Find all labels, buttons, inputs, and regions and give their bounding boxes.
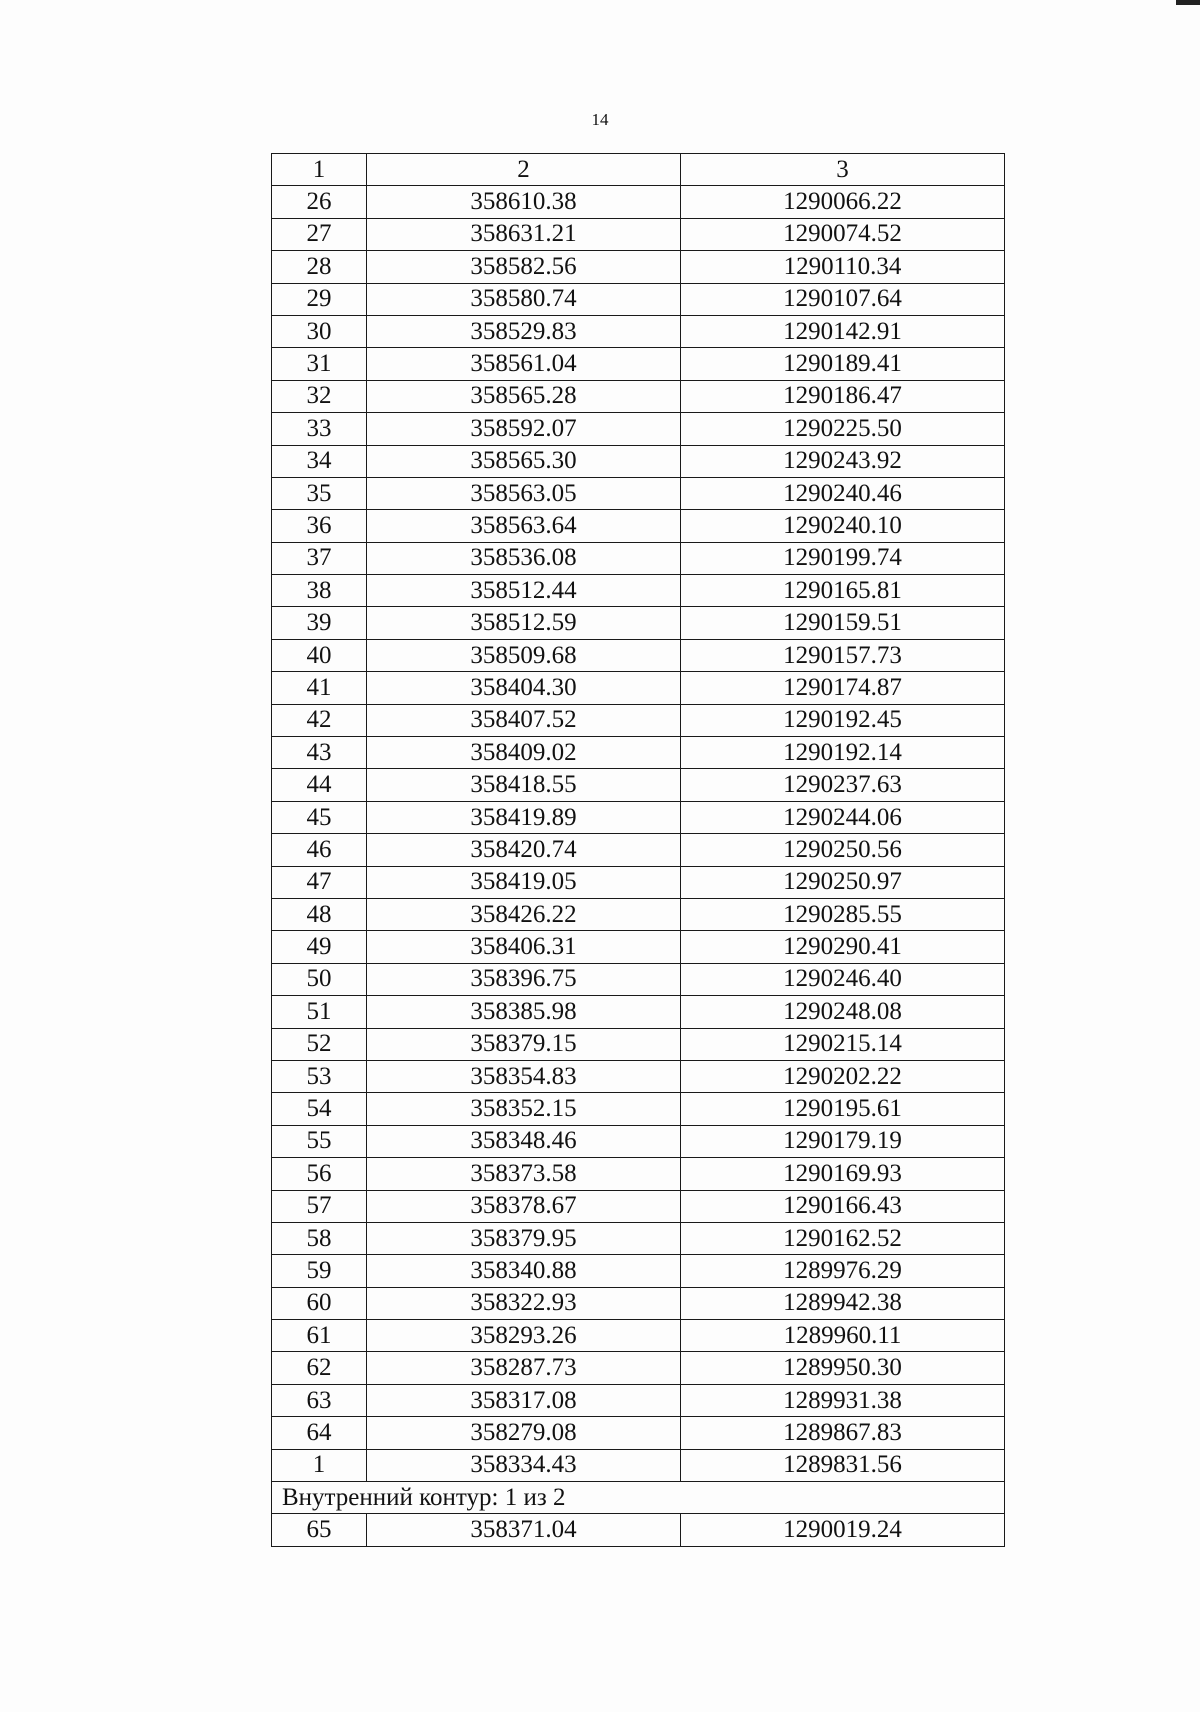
- point-number-cell: 60: [272, 1287, 367, 1319]
- table-row: [272, 769, 1005, 801]
- table-row: [272, 639, 1005, 671]
- y-coordinate-cell: 1290074.52: [681, 218, 1005, 250]
- table-row: [272, 1384, 1005, 1416]
- x-coordinate-cell: 358371.04: [367, 1514, 681, 1546]
- point-number-cell: 56: [272, 1158, 367, 1190]
- table-row: [272, 251, 1005, 283]
- table-row: [272, 801, 1005, 833]
- y-coordinate-cell: 1290019.24: [681, 1514, 1005, 1546]
- table-row: [272, 477, 1005, 509]
- y-coordinate-cell: 1289942.38: [681, 1287, 1005, 1319]
- table-row: [272, 866, 1005, 898]
- point-number-cell: 29: [272, 283, 367, 315]
- point-number-cell: 30: [272, 315, 367, 347]
- point-number-cell: 26: [272, 186, 367, 218]
- table-row: [272, 1287, 1005, 1319]
- y-coordinate-cell: 1290066.22: [681, 186, 1005, 218]
- table-row: [272, 1320, 1005, 1352]
- table-row: [272, 186, 1005, 218]
- point-number-cell: 28: [272, 251, 367, 283]
- table-row: [272, 1028, 1005, 1060]
- table-row: [272, 1060, 1005, 1092]
- table-row: [272, 1514, 1005, 1546]
- point-number-cell: 63: [272, 1384, 367, 1416]
- point-number-cell: 54: [272, 1093, 367, 1125]
- y-coordinate-cell: 1290192.45: [681, 704, 1005, 736]
- table-row: [272, 1125, 1005, 1157]
- y-coordinate-cell: 1290192.14: [681, 737, 1005, 769]
- x-coordinate-cell: 358396.75: [367, 963, 681, 995]
- point-number-cell: 53: [272, 1060, 367, 1092]
- table-row: [272, 1093, 1005, 1125]
- x-coordinate-cell: 358379.95: [367, 1222, 681, 1254]
- y-coordinate-cell: 1290240.46: [681, 477, 1005, 509]
- x-coordinate-cell: 358418.55: [367, 769, 681, 801]
- y-coordinate-cell: 1290244.06: [681, 801, 1005, 833]
- y-coordinate-cell: 1290202.22: [681, 1060, 1005, 1092]
- point-number-cell: 48: [272, 898, 367, 930]
- point-number-cell: 44: [272, 769, 367, 801]
- point-number-cell: 52: [272, 1028, 367, 1060]
- table-row: [272, 1352, 1005, 1384]
- table-row: [272, 963, 1005, 995]
- scan-edge-mark: [1176, 0, 1200, 5]
- table-row: [272, 575, 1005, 607]
- table-row: [272, 315, 1005, 347]
- table-row: [272, 348, 1005, 380]
- x-coordinate-cell: 358373.58: [367, 1158, 681, 1190]
- header-col-2: 2: [367, 154, 681, 186]
- point-number-cell: 39: [272, 607, 367, 639]
- x-coordinate-cell: 358340.88: [367, 1255, 681, 1287]
- x-coordinate-cell: 358582.56: [367, 251, 681, 283]
- x-coordinate-cell: 358406.31: [367, 931, 681, 963]
- y-coordinate-cell: 1290237.63: [681, 769, 1005, 801]
- table-row: [272, 931, 1005, 963]
- table-row: [272, 283, 1005, 315]
- y-coordinate-cell: 1289831.56: [681, 1449, 1005, 1481]
- x-coordinate-cell: 358279.08: [367, 1417, 681, 1449]
- y-coordinate-cell: 1290243.92: [681, 445, 1005, 477]
- point-number-cell: 33: [272, 413, 367, 445]
- x-coordinate-cell: 358509.68: [367, 639, 681, 671]
- point-number-cell: 65: [272, 1514, 367, 1546]
- point-number-cell: 51: [272, 996, 367, 1028]
- point-number-cell: 62: [272, 1352, 367, 1384]
- y-coordinate-cell: 1289867.83: [681, 1417, 1005, 1449]
- x-coordinate-cell: 358565.30: [367, 445, 681, 477]
- x-coordinate-cell: 358419.89: [367, 801, 681, 833]
- x-coordinate-cell: 358512.59: [367, 607, 681, 639]
- y-coordinate-cell: 1290159.51: [681, 607, 1005, 639]
- table-header-row: [272, 154, 1005, 186]
- x-coordinate-cell: 358378.67: [367, 1190, 681, 1222]
- point-number-cell: 41: [272, 672, 367, 704]
- y-coordinate-cell: 1289950.30: [681, 1352, 1005, 1384]
- x-coordinate-cell: 358529.83: [367, 315, 681, 347]
- table-row: [272, 672, 1005, 704]
- header-col-1: 1: [272, 154, 367, 186]
- point-number-cell: 50: [272, 963, 367, 995]
- table-row: [272, 704, 1005, 736]
- point-number-cell: 34: [272, 445, 367, 477]
- table-row: [272, 380, 1005, 412]
- table-row: [272, 445, 1005, 477]
- x-coordinate-cell: 358512.44: [367, 575, 681, 607]
- x-coordinate-cell: 358563.05: [367, 477, 681, 509]
- y-coordinate-cell: 1290179.19: [681, 1125, 1005, 1157]
- y-coordinate-cell: 1290215.14: [681, 1028, 1005, 1060]
- point-number-cell: 59: [272, 1255, 367, 1287]
- point-number-cell: 45: [272, 801, 367, 833]
- x-coordinate-cell: 358536.08: [367, 542, 681, 574]
- y-coordinate-cell: 1290107.64: [681, 283, 1005, 315]
- y-coordinate-cell: 1290195.61: [681, 1093, 1005, 1125]
- table-row: [272, 607, 1005, 639]
- y-coordinate-cell: 1290285.55: [681, 898, 1005, 930]
- y-coordinate-cell: 1290250.97: [681, 866, 1005, 898]
- table-row: [272, 510, 1005, 542]
- table-row: [272, 898, 1005, 930]
- point-number-cell: 31: [272, 348, 367, 380]
- table-row: [272, 834, 1005, 866]
- x-coordinate-cell: 358334.43: [367, 1449, 681, 1481]
- y-coordinate-cell: 1289931.38: [681, 1384, 1005, 1416]
- x-coordinate-cell: 358385.98: [367, 996, 681, 1028]
- point-number-cell: 61: [272, 1320, 367, 1352]
- y-coordinate-cell: 1290174.87: [681, 672, 1005, 704]
- page-number: 14: [591, 110, 609, 129]
- point-number-cell: 42: [272, 704, 367, 736]
- table-row: [272, 218, 1005, 250]
- y-coordinate-cell: 1290225.50: [681, 413, 1005, 445]
- point-number-cell: 36: [272, 510, 367, 542]
- header-col-3: 3: [681, 154, 1005, 186]
- table-row: [272, 996, 1005, 1028]
- x-coordinate-cell: 358322.93: [367, 1287, 681, 1319]
- y-coordinate-cell: 1290142.91: [681, 315, 1005, 347]
- point-number-cell: 35: [272, 477, 367, 509]
- y-coordinate-cell: 1290250.56: [681, 834, 1005, 866]
- point-number-cell: 38: [272, 575, 367, 607]
- table-row: [272, 1255, 1005, 1287]
- x-coordinate-cell: 358592.07: [367, 413, 681, 445]
- y-coordinate-cell: 1290248.08: [681, 996, 1005, 1028]
- table-row: [272, 1449, 1005, 1481]
- y-coordinate-cell: 1290186.47: [681, 380, 1005, 412]
- x-coordinate-cell: 358563.64: [367, 510, 681, 542]
- table-row: [272, 1190, 1005, 1222]
- point-number-cell: 43: [272, 737, 367, 769]
- y-coordinate-cell: 1290169.93: [681, 1158, 1005, 1190]
- x-coordinate-cell: 358348.46: [367, 1125, 681, 1157]
- y-coordinate-cell: 1290240.10: [681, 510, 1005, 542]
- point-number-cell: 40: [272, 639, 367, 671]
- x-coordinate-cell: 358407.52: [367, 704, 681, 736]
- y-coordinate-cell: 1290162.52: [681, 1222, 1005, 1254]
- y-coordinate-cell: 1290189.41: [681, 348, 1005, 380]
- point-number-cell: 1: [272, 1449, 367, 1481]
- table-row: [272, 737, 1005, 769]
- table-row: [272, 413, 1005, 445]
- x-coordinate-cell: 358426.22: [367, 898, 681, 930]
- x-coordinate-cell: 358565.28: [367, 380, 681, 412]
- x-coordinate-cell: 358631.21: [367, 218, 681, 250]
- y-coordinate-cell: 1290157.73: [681, 639, 1005, 671]
- y-coordinate-cell: 1290165.81: [681, 575, 1005, 607]
- x-coordinate-cell: 358379.15: [367, 1028, 681, 1060]
- x-coordinate-cell: 358420.74: [367, 834, 681, 866]
- point-number-cell: 47: [272, 866, 367, 898]
- x-coordinate-cell: 358610.38: [367, 186, 681, 218]
- x-coordinate-cell: 358404.30: [367, 672, 681, 704]
- y-coordinate-cell: 1290110.34: [681, 251, 1005, 283]
- table-row: [272, 1417, 1005, 1449]
- table-row: [272, 542, 1005, 574]
- point-number-cell: 55: [272, 1125, 367, 1157]
- point-number-cell: 32: [272, 380, 367, 412]
- x-coordinate-cell: 358419.05: [367, 866, 681, 898]
- y-coordinate-cell: 1290290.41: [681, 931, 1005, 963]
- y-coordinate-cell: 1289976.29: [681, 1255, 1005, 1287]
- y-coordinate-cell: 1290199.74: [681, 542, 1005, 574]
- x-coordinate-cell: 358354.83: [367, 1060, 681, 1092]
- y-coordinate-cell: 1290246.40: [681, 963, 1005, 995]
- point-number-cell: 58: [272, 1222, 367, 1254]
- inner-contour-label: Внутренний контур: 1 из 2: [272, 1482, 1005, 1514]
- x-coordinate-cell: 358580.74: [367, 283, 681, 315]
- x-coordinate-cell: 358409.02: [367, 737, 681, 769]
- point-number-cell: 46: [272, 834, 367, 866]
- y-coordinate-cell: 1290166.43: [681, 1190, 1005, 1222]
- point-number-cell: 49: [272, 931, 367, 963]
- table-row: [272, 1158, 1005, 1190]
- table-row: [272, 1222, 1005, 1254]
- x-coordinate-cell: 358317.08: [367, 1384, 681, 1416]
- point-number-cell: 37: [272, 542, 367, 574]
- x-coordinate-cell: 358561.04: [367, 348, 681, 380]
- point-number-cell: 57: [272, 1190, 367, 1222]
- coordinates-table: [271, 153, 1005, 1547]
- x-coordinate-cell: 358287.73: [367, 1352, 681, 1384]
- point-number-cell: 27: [272, 218, 367, 250]
- x-coordinate-cell: 358293.26: [367, 1320, 681, 1352]
- point-number-cell: 64: [272, 1417, 367, 1449]
- y-coordinate-cell: 1289960.11: [681, 1320, 1005, 1352]
- table-body: [272, 154, 1005, 1547]
- x-coordinate-cell: 358352.15: [367, 1093, 681, 1125]
- section-row: [272, 1482, 1005, 1514]
